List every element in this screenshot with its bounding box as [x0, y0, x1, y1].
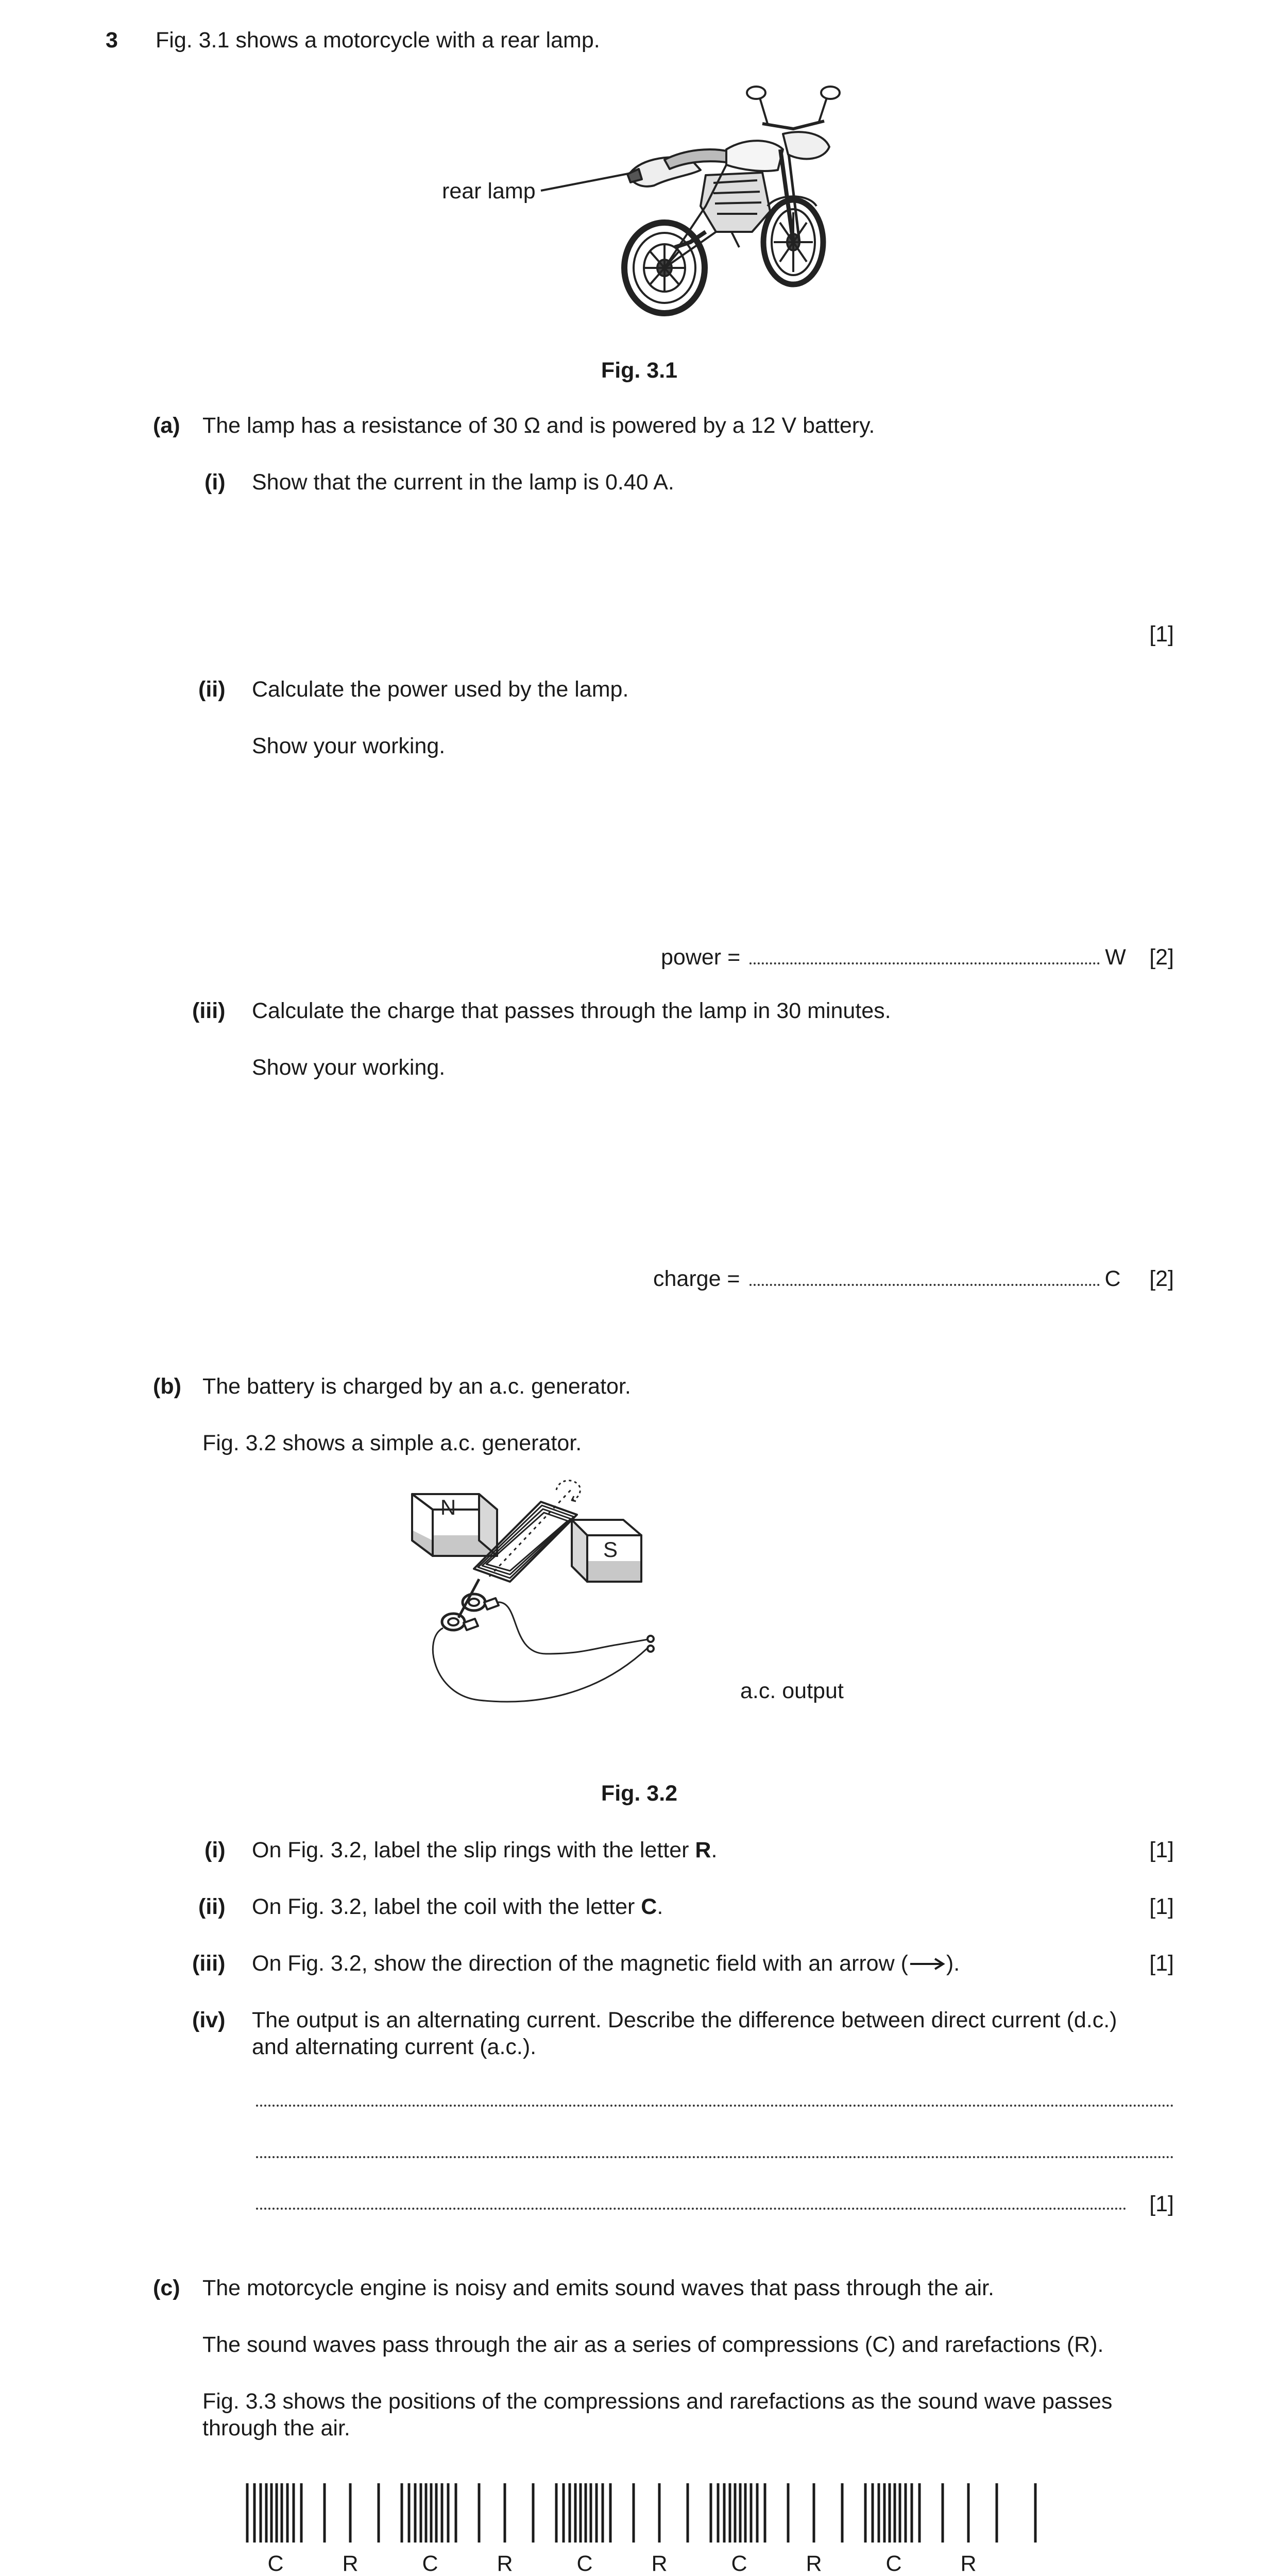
part-a-ii-working: Show your working. [252, 734, 446, 758]
part-b-label: (b) [153, 1374, 181, 1399]
part-b-iv-answer-line-3[interactable] [256, 2208, 1127, 2210]
rarefaction-label: R [806, 2551, 822, 2576]
rotation-arrow [556, 1481, 580, 1500]
part-b-iii-text: On Fig. 3.2, show the direction of the magnetic field with an arrow ( ). [252, 1951, 960, 1976]
part-b-i-marks: [1] [1149, 1838, 1174, 1862]
arrow-right-icon [908, 1956, 946, 1972]
part-c-stem: The motorcycle engine is noisy and emits sound waves that pass through the air. [202, 2276, 994, 2300]
charge-unit: C [1104, 1266, 1121, 1291]
compression-label: C [576, 2551, 593, 2576]
part-b-iv-label: (iv) [192, 2008, 226, 2032]
part-b-fig-intro: Fig. 3.2 shows a simple a.c. generator. [202, 1431, 582, 1455]
sound-wave-figure [242, 2478, 1046, 2576]
part-b-iv-answer-line-1[interactable] [256, 2105, 1174, 2107]
headlight-fairing [783, 132, 829, 159]
part-b-i-text: On Fig. 3.2, label the slip rings with the letter R. [252, 1838, 718, 1862]
part-a-ii-label: (ii) [198, 677, 226, 702]
rarefaction-label: R [960, 2551, 977, 2576]
part-c-label: (c) [153, 2276, 180, 2300]
rear-lamp-leader-line [541, 173, 634, 191]
motorcycle-figure [536, 77, 845, 325]
output-wire-1 [497, 1602, 648, 1654]
part-a-iii-marks: [2] [1149, 1266, 1174, 1291]
part-b-iv-line1: The output is an alternating current. Describe the difference between direct current (d.c.) [252, 2008, 1117, 2032]
part-a-i-text: Show that the current in the lamp is 0.40 A. [252, 470, 674, 495]
power-answer-row [661, 944, 1126, 971]
north-pole-label: N [440, 1495, 456, 1519]
part-b-iv-line2: and alternating current (a.c.). [252, 2035, 537, 2059]
generator-figure [402, 1479, 690, 1747]
compression-label: C [267, 2551, 284, 2576]
part-a-iii-working: Show your working. [252, 1055, 446, 1080]
part-b-iv-marks: [1] [1149, 2192, 1174, 2216]
rarefaction-label: R [651, 2551, 668, 2576]
rear-lamp-shape [627, 169, 642, 182]
part-b-iv-answer-line-2[interactable] [256, 2156, 1174, 2158]
power-unit: W [1105, 945, 1126, 970]
part-c-p2: The sound waves pass through the air as a series of compressions (C) and rarefactions (R). [202, 2332, 1104, 2357]
rarefaction-label: R [342, 2551, 359, 2576]
compression-label: C [885, 2551, 902, 2576]
charge-answer-row [653, 1265, 1121, 1292]
left-mirror [747, 87, 765, 99]
output-terminal-1 [647, 1636, 654, 1642]
part-a-ii-text: Calculate the power used by the lamp. [252, 677, 629, 702]
right-mirror [821, 87, 840, 99]
rarefaction-label: R [497, 2551, 513, 2576]
south-pole-label: S [603, 1537, 618, 1562]
fig32-caption: Fig. 3.2 [601, 1781, 678, 1806]
question-intro: Fig. 3.1 shows a motorcycle with a rear lamp. [156, 28, 600, 53]
charge-answer-line[interactable] [749, 1284, 1100, 1286]
part-b-ii-marks: [1] [1149, 1894, 1174, 1919]
charge-answer-label: charge = [653, 1266, 740, 1291]
power-answer-label: power = [661, 945, 741, 970]
output-terminal-2 [647, 1646, 654, 1652]
part-c-p3-line1: Fig. 3.3 shows the positions of the compressions and rarefactions as the sound wave passes [202, 2389, 1113, 2414]
output-wire-2 [433, 1628, 648, 1702]
ac-output-label: a.c. output [740, 1679, 844, 1703]
part-a-stem: The lamp has a resistance of 30 Ω and is powered by a 12 V battery. [202, 413, 875, 438]
power-answer-line[interactable] [749, 962, 1100, 964]
fig31-caption: Fig. 3.1 [601, 358, 678, 383]
part-b-ii-text: On Fig. 3.2, label the coil with the letter C. [252, 1894, 663, 1919]
compression-label: C [731, 2551, 747, 2576]
brush-1 [484, 1598, 499, 1609]
part-b-iii-label: (iii) [192, 1951, 226, 1976]
part-a-i-marks: [1] [1149, 622, 1174, 647]
part-b-i-label: (i) [205, 1838, 226, 1862]
part-a-ii-marks: [2] [1149, 945, 1174, 970]
handlebar [762, 121, 824, 129]
rear-lamp-label: rear lamp [442, 179, 536, 204]
question-number: 3 [106, 28, 118, 53]
part-b-ii-label: (ii) [198, 1894, 226, 1919]
part-c-p3-line2: through the air. [202, 2416, 350, 2441]
fuel-tank [726, 141, 783, 171]
part-a-i-label: (i) [205, 470, 226, 495]
part-b-iii-marks: [1] [1149, 1951, 1174, 1976]
part-a-label: (a) [153, 413, 180, 438]
part-a-iii-label: (iii) [192, 998, 226, 1023]
part-b-stem: The battery is charged by an a.c. generator. [202, 1374, 631, 1399]
part-a-iii-text: Calculate the charge that passes through the lamp in 30 minutes. [252, 998, 891, 1023]
compression-label: C [422, 2551, 438, 2576]
